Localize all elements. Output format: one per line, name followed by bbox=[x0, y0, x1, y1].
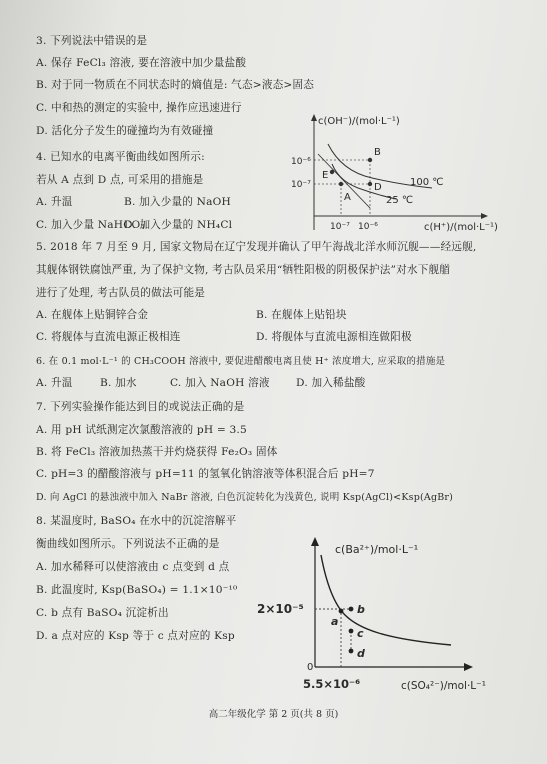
q4-option-c: C. 加入少量 NaHCO₃ bbox=[36, 219, 145, 231]
fig1-y-arrow bbox=[311, 114, 317, 121]
q6-option-b: B. 加水 bbox=[100, 377, 137, 389]
fig1-label-e: E bbox=[322, 170, 329, 181]
q5-line-1: 5. 2018 年 7 月至 9 月, 国家文物局在辽宁发现并确认了甲午海战北洋水师沉舰——经远舰, bbox=[36, 241, 477, 253]
baso4-solubility-diagram bbox=[255, 525, 517, 695]
fig2-x-tick: 5.5×10⁻⁶ bbox=[303, 677, 361, 691]
q7-option-b: B. 将 FeCl₃ 溶液加热蒸干并灼烧获得 Fe₂O₃ 固体 bbox=[36, 446, 278, 458]
q4-option-a: A. 升温 bbox=[36, 196, 73, 208]
fig1-point-e bbox=[330, 170, 334, 174]
fig1-label-a: A bbox=[344, 192, 351, 203]
q5-option-a: A. 在舰体上贴铜锌合金 bbox=[36, 309, 149, 321]
fig1-point-a bbox=[339, 182, 343, 186]
q7-option-a: A. 用 pH 试纸测定次氯酸溶液的 pH = 3.5 bbox=[36, 424, 247, 436]
fig2-y-arrow bbox=[311, 537, 319, 546]
q3-option-a: A. 保存 FeCl₃ 溶液, 要在溶液中加少量盐酸 bbox=[36, 57, 247, 69]
fig2-label-b: b bbox=[357, 603, 365, 616]
page-footer: 高二年级化学 第 2 页(共 8 页) bbox=[208, 709, 339, 720]
fig2-point-d bbox=[349, 649, 354, 654]
q8-option-a: A. 加水稀释可以使溶液由 c 点变到 d 点 bbox=[36, 561, 230, 573]
fig2-y-label: c(Ba²⁺)/mol·L⁻¹ bbox=[335, 543, 419, 556]
q6-stem: 6. 在 0.1 mol·L⁻¹ 的 CH₃COOH 溶液中, 要促进醋酸电离且使 H⁺ 浓度增大, 应采取的措施是 bbox=[36, 356, 446, 367]
q6-option-a: A. 升温 bbox=[36, 377, 73, 389]
fig2-point-c bbox=[349, 629, 354, 634]
fig1-y-label: c(OH⁻)/(mol·L⁻¹) bbox=[318, 116, 400, 127]
q3-stem: 3. 下列说法中错误的是 bbox=[36, 35, 148, 47]
q5-option-d: D. 将舰体与直流电源相连做阳极 bbox=[256, 331, 412, 343]
fig1-x-tick-2: 10⁻⁶ bbox=[358, 222, 378, 232]
q7-option-c: C. pH=3 的醋酸溶液与 pH=11 的氢氧化钠溶液等体积混合后 pH=7 bbox=[36, 468, 375, 480]
fig1-label-25c: 25 ℃ bbox=[386, 195, 414, 206]
water-ionization-diagram bbox=[282, 112, 522, 237]
fig2-origin: 0 bbox=[307, 662, 314, 673]
q6-option-c: C. 加入 NaOH 溶液 bbox=[170, 377, 270, 389]
q8-option-d: D. a 点对应的 Ksp 等于 c 点对应的 Ksp bbox=[36, 630, 235, 642]
q8-option-b: B. 此温度时, Ksp(BaSO₄) = 1.1×10⁻¹⁰ bbox=[36, 584, 238, 596]
fig2-point-b bbox=[349, 607, 354, 612]
fig1-label-100c: 100 ℃ bbox=[410, 177, 444, 188]
q5-line-2: 其舰体钢铁腐蚀严重, 为了保护文物, 考古队员采用“牺牲阳极的阴极保护法”对水下舰艏 bbox=[36, 264, 451, 276]
fig1-x-tick-1: 10⁻⁷ bbox=[330, 222, 350, 232]
fig2-x-arrow bbox=[464, 663, 473, 671]
fig2-label-a: a bbox=[331, 615, 339, 628]
fig1-point-d bbox=[368, 182, 372, 186]
fig2-label-c: c bbox=[357, 627, 364, 640]
q3-option-d: D. 活化分子发生的碰撞均为有效碰撞 bbox=[36, 125, 214, 137]
q7-option-d: D. 向 AgCl 的悬浊液中加入 NaBr 溶液, 白色沉淀转化为浅黄色, 说明 Ksp(AgCl)<Ksp(AgBr) bbox=[36, 492, 454, 503]
q3-option-b: B. 对于同一物质在不同状态时的熵值是: 气态>液态>固态 bbox=[36, 79, 315, 91]
q5-option-c: C. 将舰体与直流电源正极相连 bbox=[36, 331, 181, 343]
q5-line-3: 进行了处理, 考古队员的做法可能是 bbox=[36, 287, 206, 299]
fig1-point-b bbox=[368, 158, 372, 162]
fig1-y-tick-1: 10⁻⁶ bbox=[291, 157, 311, 167]
fig2-label-d: d bbox=[357, 647, 365, 660]
q4-option-d: D. 加入少量的 NH₄Cl bbox=[124, 219, 233, 231]
q8-stem-1: 8. 某温度时, BaSO₄ 在水中的沉淀溶解平 bbox=[36, 515, 237, 527]
fig1-label-d: D bbox=[374, 182, 382, 193]
fig2-y-tick: 2×10⁻⁵ bbox=[257, 602, 304, 616]
q4-option-b: B. 加入少量的 NaOH bbox=[124, 196, 231, 208]
fig2-x-label: c(SO₄²⁻)/mol·L⁻¹ bbox=[401, 680, 486, 692]
q6-option-d: D. 加入稀盐酸 bbox=[296, 377, 366, 389]
q8-option-c: C. b 点有 BaSO₄ 沉淀析出 bbox=[36, 607, 169, 619]
fig1-x-arrow bbox=[481, 213, 488, 219]
q5-option-b: B. 在舰体上贴铅块 bbox=[256, 309, 347, 321]
fig1-x-label: c(H⁺)/(mol·L⁻¹) bbox=[424, 222, 498, 233]
q7-stem: 7. 下列实验操作能达到目的或说法正确的是 bbox=[36, 401, 245, 413]
q4-question: 若从 A 点到 D 点, 可采用的措施是 bbox=[36, 174, 204, 186]
q4-stem: 4. 已知水的电离平衡曲线如图所示: bbox=[36, 151, 205, 163]
fig1-label-b: B bbox=[374, 147, 381, 158]
fig2-point-a bbox=[339, 609, 344, 614]
fig2-equilibrium-curve bbox=[321, 555, 451, 645]
fig1-y-tick-2: 10⁻⁷ bbox=[291, 180, 311, 190]
q8-stem-2: 衡曲线如图所示。下列说法不正确的是 bbox=[36, 538, 220, 550]
q3-option-c: C. 中和热的测定的实验中, 操作应迅速进行 bbox=[36, 102, 242, 114]
